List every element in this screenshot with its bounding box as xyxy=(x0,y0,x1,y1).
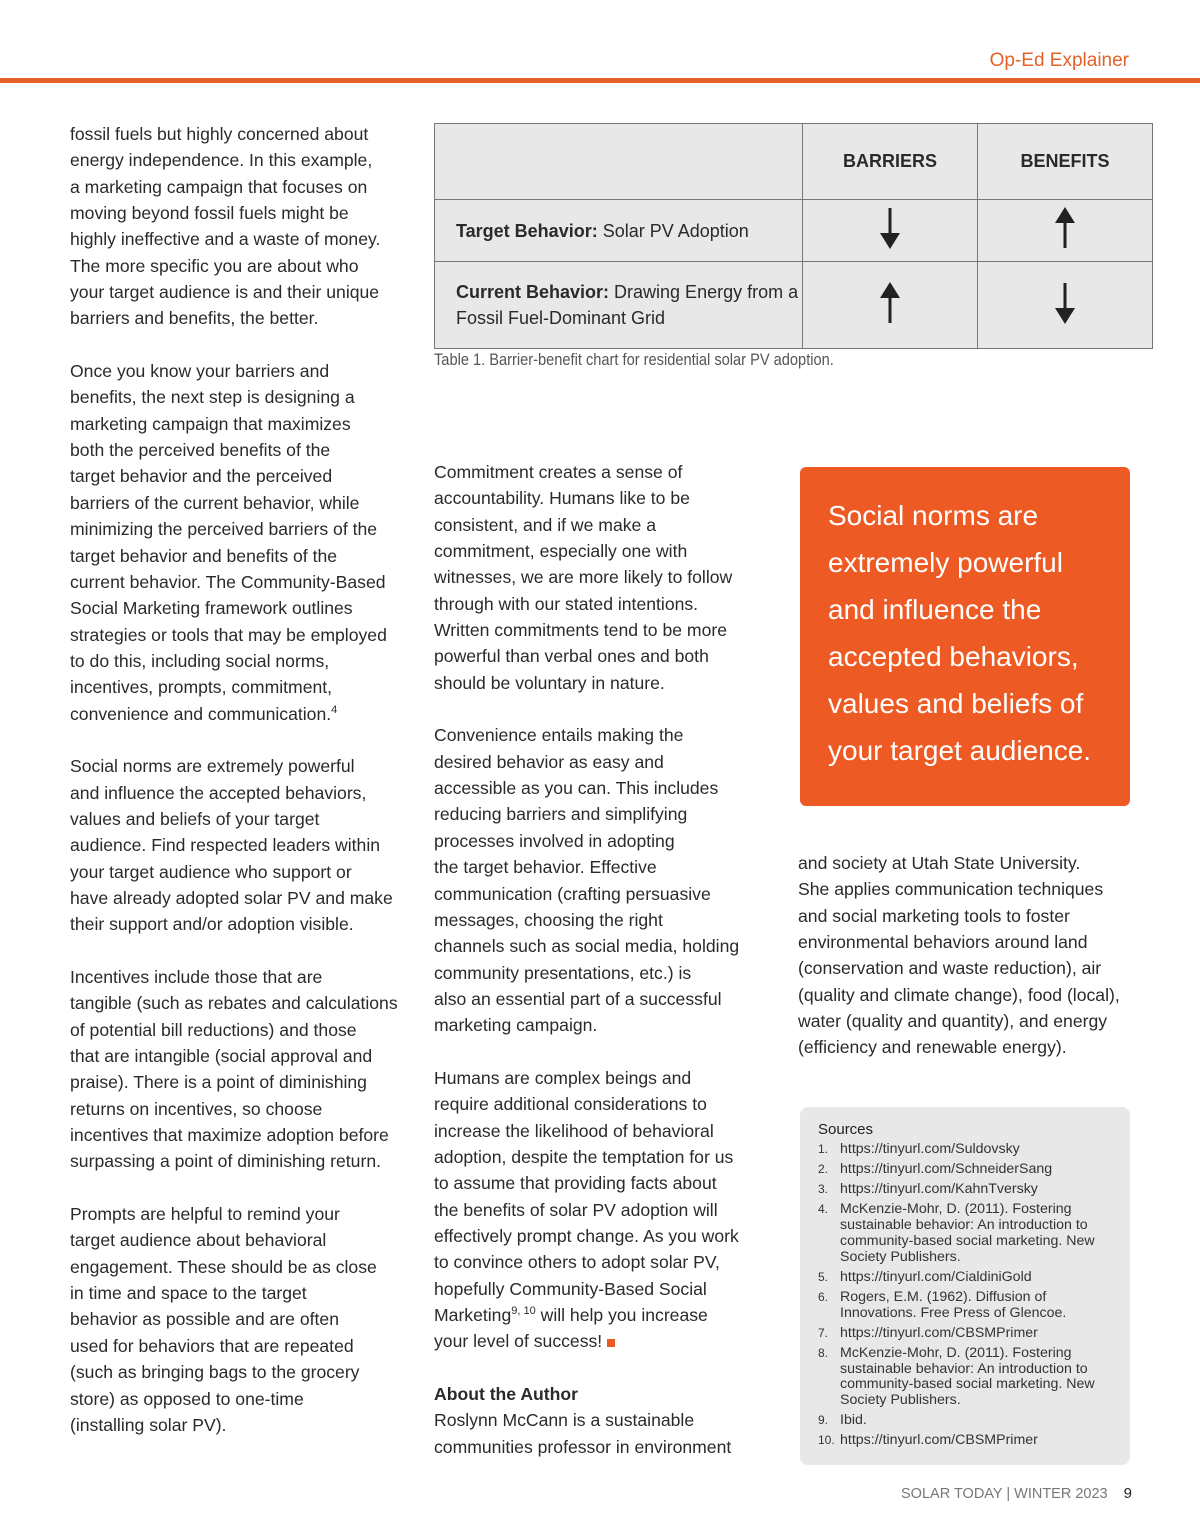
text-line: messages, choosing the right xyxy=(434,909,663,930)
sources-title: Sources xyxy=(818,1121,874,1138)
author-heading: About the Author xyxy=(434,1384,578,1405)
sources-list xyxy=(818,1142,1118,1454)
text-line: in time and space to the target xyxy=(70,1283,307,1304)
text-line: Humans are complex beings and xyxy=(434,1067,692,1088)
table-row xyxy=(435,262,1153,349)
pull-quote-line: your target audience. xyxy=(828,735,1092,766)
text-line: (such as bringing bags to the grocery xyxy=(70,1362,360,1383)
text-line: The more specific you are about who xyxy=(70,255,359,276)
section-label: Op-Ed Explainer xyxy=(989,50,1129,71)
text-line: your target audience is and their unique xyxy=(70,282,380,303)
text-line: water (quality and quantity), and energy xyxy=(798,1011,1108,1032)
publication-name: SOLAR TODAY xyxy=(901,1486,1003,1502)
source-text: https://tinyurl.com/CBSMPrimer xyxy=(840,1432,1038,1449)
text-line: strategies or tools that may be employed xyxy=(70,624,387,645)
source-text: McKenzie-Mohr, D. (2011). Fostering sustainable behavior: An introduction to community-based social marketing. New Society Publishers. xyxy=(840,1201,1095,1265)
pull-quote-line: Social norms are xyxy=(828,500,1039,531)
text-line: accessible as you can. This includes xyxy=(434,778,719,799)
text-line: communication (crafting persuasive xyxy=(434,883,711,904)
text-line: desired behavior as easy and xyxy=(434,751,664,772)
pull-quote-line: extremely powerful xyxy=(828,547,1063,578)
text-line: marketing campaign. xyxy=(434,1015,598,1036)
page-footer xyxy=(901,1485,1132,1502)
pull-quote-line: and influence the xyxy=(828,594,1042,625)
source-text: https://tinyurl.com/CialdiniGold xyxy=(840,1268,1032,1285)
text: Marketing xyxy=(434,1305,512,1325)
source-number: 8. xyxy=(818,1345,829,1360)
text-line: surpassing a point of diminishing return. xyxy=(70,1151,381,1172)
text-line: your target audience who support or xyxy=(70,861,352,882)
text-line: Written commitments tend to be more xyxy=(434,620,728,641)
source-number: 9. xyxy=(818,1413,829,1428)
row-label-bold: Target Behavior: xyxy=(456,220,598,241)
text-line: channels such as social media, holding xyxy=(434,936,740,957)
source-text: https://tinyurl.com/Suldovsky xyxy=(840,1141,1020,1157)
text-line: Incentives include those that are xyxy=(70,967,323,987)
arrow-down-icon xyxy=(878,206,902,250)
pull-quote-line: accepted behaviors, xyxy=(828,641,1079,672)
text-line: audience. Find respected leaders within xyxy=(70,835,381,856)
text-line: Social norms are extremely powerful xyxy=(70,756,355,777)
text-line: both the perceived benefits of the xyxy=(70,440,331,461)
paragraph xyxy=(434,1065,739,1355)
text-line: commitment, especially one with xyxy=(434,541,688,562)
source-item xyxy=(818,1162,1118,1178)
text-line: witnesses, we are more likely to follow xyxy=(434,567,733,588)
text-line: to assume that providing facts about xyxy=(434,1173,717,1194)
text-line: that are intangible (social approval and xyxy=(70,1046,373,1067)
text-line: have already adopted solar PV and make xyxy=(70,887,393,908)
barriers-arrow-icon xyxy=(803,200,978,262)
text-line: require additional considerations to xyxy=(434,1094,707,1115)
text-line: engagement. These should be as close xyxy=(70,1256,377,1277)
source-text: https://tinyurl.com/SchneiderSang xyxy=(840,1161,1053,1178)
text-line: Social Marketing framework outlines xyxy=(70,598,353,619)
text-line: a marketing campaign that focuses on xyxy=(70,176,368,197)
paragraph xyxy=(70,358,398,727)
source-text: https://tinyurl.com/CBSMPrimer xyxy=(840,1324,1038,1341)
text-line: barriers and benefits, the better. xyxy=(70,308,319,329)
text-line: increase the likelihood of behavioral xyxy=(434,1120,714,1141)
barrier-benefit-table xyxy=(434,123,1153,349)
row-label xyxy=(435,262,803,349)
text-line: target behavior and benefits of the xyxy=(70,545,338,566)
text-line: used for behaviors that are repeated xyxy=(70,1335,354,1356)
text-line: highly ineffective and a waste of money. xyxy=(70,229,381,250)
text-line: current behavior. The Community-Based xyxy=(70,571,386,592)
text-line: Commitment creates a sense of xyxy=(434,462,683,482)
text-line: (quality and climate change), food (local), xyxy=(798,984,1120,1005)
text-line: benefits, the next step is designing a xyxy=(70,387,355,408)
source-item xyxy=(818,1270,1118,1286)
text-line: praise). There is a point of diminishing xyxy=(70,1072,367,1093)
barriers-arrow-icon xyxy=(803,262,978,349)
text-line: tangible (such as rebates and calculations xyxy=(70,993,398,1014)
paragraph xyxy=(70,964,398,1175)
arrow-down-icon xyxy=(1053,281,1077,325)
about-author xyxy=(434,1381,739,1460)
text-line: minimizing the perceived barriers of the xyxy=(70,519,378,540)
text-line: of potential bill reductions) and those xyxy=(70,1019,357,1040)
text-line: (efficiency and renewable energy). xyxy=(798,1037,1067,1058)
text-line: Roslynn McCann is a sustainable xyxy=(434,1410,695,1431)
text-line: convenience and communication.$^4$ xyxy=(70,703,338,724)
paragraph xyxy=(798,850,1120,1061)
paragraph xyxy=(70,1201,398,1438)
source-number: 4. xyxy=(818,1202,829,1217)
text-line: should be voluntary in nature. xyxy=(434,672,665,693)
table-header-empty xyxy=(435,124,803,200)
text-line: She applies communication techniques xyxy=(798,879,1104,900)
text-line: values and beliefs of your target xyxy=(70,808,320,829)
source-text: https://tinyurl.com/KahnTversky xyxy=(840,1181,1038,1198)
text-line: communities professor in environment xyxy=(434,1436,732,1457)
text-line: the benefits of solar PV adoption will xyxy=(434,1199,718,1220)
text-line: moving beyond fossil fuels might be xyxy=(70,203,349,224)
text-line: to convince others to adopt solar PV, xyxy=(434,1252,720,1273)
footer-separator: | xyxy=(1006,1486,1011,1502)
arrow-up-icon xyxy=(1053,206,1077,250)
paragraph xyxy=(70,753,398,937)
arrow-up-icon xyxy=(878,281,902,325)
text-line xyxy=(434,1328,739,1354)
text-line: incentives, prompts, commitment, xyxy=(70,677,333,698)
text-line: incentives that maximize adoption before xyxy=(70,1125,389,1146)
text-line: adoption, despite the temptation for us xyxy=(434,1146,734,1167)
sources-box xyxy=(800,1107,1130,1465)
end-mark-icon xyxy=(607,1339,615,1347)
text-line: effectively prompt change. As you work xyxy=(434,1225,739,1246)
text-line: their support and/or adoption visible. xyxy=(70,914,354,935)
table-header-row xyxy=(435,124,1153,200)
source-number: 5. xyxy=(818,1269,829,1284)
text-line: environmental behaviors around land xyxy=(798,932,1088,953)
text-line: Convenience entails making the xyxy=(434,725,684,746)
source-number: 3. xyxy=(818,1182,829,1197)
text: will help you increase xyxy=(535,1305,708,1325)
source-item xyxy=(818,1142,1118,1158)
row-label-text: Solar PV Adoption xyxy=(597,220,749,241)
text-line: barriers of the current behavior, while xyxy=(70,492,360,513)
text-line: behavior as possible and are often xyxy=(70,1309,339,1330)
paragraph xyxy=(70,121,398,332)
source-text: Ibid. xyxy=(840,1412,867,1429)
paragraph xyxy=(434,722,739,1038)
text-line: Once you know your barriers and xyxy=(70,361,330,382)
source-number: 1. xyxy=(818,1142,829,1156)
table-header-barriers: BARRIERS xyxy=(803,124,978,200)
text-line: powerful than verbal ones and both xyxy=(434,646,709,667)
footnote-ref: 9, 10 xyxy=(511,1305,536,1318)
text-line: Prompts are helpful to remind your xyxy=(70,1204,340,1225)
text-line: consistent, and if we make a xyxy=(434,514,656,535)
text-line: accountability. Humans like to be xyxy=(434,488,690,509)
text-line: community presentations, etc.) is xyxy=(434,962,692,983)
benefits-arrow-icon xyxy=(978,262,1153,349)
source-number: 6. xyxy=(818,1289,829,1304)
text-line: reducing barriers and simplifying xyxy=(434,804,688,825)
benefits-arrow-icon xyxy=(978,200,1153,262)
source-number: 2. xyxy=(818,1162,829,1177)
header-rule xyxy=(0,78,1200,83)
text-line: through with our stated intentions. xyxy=(434,593,699,614)
text-line: (installing solar PV). xyxy=(70,1414,227,1435)
text-line: and social marketing tools to foster xyxy=(798,905,1070,926)
text-line: to do this, including social norms, xyxy=(70,650,330,671)
text-line xyxy=(434,1302,739,1328)
row-label-bold: Current Behavior: xyxy=(456,282,610,302)
left-column xyxy=(70,121,398,1465)
page-number: 9 xyxy=(1123,1485,1132,1502)
table-caption: Table 1. Barrier-benefit chart for residential solar PV adoption. xyxy=(434,350,834,369)
source-item xyxy=(818,1202,1118,1265)
source-text: McKenzie-Mohr, D. (2011). Fostering sustainable behavior: An introduction to community-based social marketing. New Society Publishers. xyxy=(840,1344,1095,1409)
source-item xyxy=(818,1326,1118,1342)
source-number: 7. xyxy=(818,1325,829,1340)
text-line: the target behavior. Effective xyxy=(434,857,657,878)
text-line: returns on incentives, so choose xyxy=(70,1098,323,1119)
text-line: processes involved in adopting xyxy=(434,830,675,851)
text-line: fossil fuels but highly concerned about xyxy=(70,124,369,144)
row-label-text: Drawing Energy from a Fossil Fuel-Dominant Grid xyxy=(456,282,799,328)
source-text: Rogers, E.M. (1962). Diffusion of Innovations. Free Press of Glencoe. xyxy=(840,1288,1067,1321)
text-line: target audience about behavioral xyxy=(70,1230,327,1251)
source-item xyxy=(818,1182,1118,1198)
text-line: target behavior and the perceived xyxy=(70,466,333,487)
text-line: store) as opposed to one-time xyxy=(70,1388,304,1409)
pull-quote-text xyxy=(828,492,1091,774)
pull-quote-line: values and beliefs of xyxy=(828,688,1084,719)
middle-column xyxy=(434,459,739,1486)
source-item xyxy=(818,1290,1118,1322)
text-line: hopefully Community-Based Social xyxy=(434,1278,707,1299)
source-item xyxy=(818,1413,1118,1429)
text-line: energy independence. In this example, xyxy=(70,150,373,171)
text-line: also an essential part of a successful xyxy=(434,988,722,1009)
right-column xyxy=(798,850,1120,1087)
source-item xyxy=(818,1346,1118,1409)
text-line: and society at Utah State University. xyxy=(798,853,1081,873)
text-line: and influence the accepted behaviors, xyxy=(70,782,367,803)
text-line: (conservation and waste reduction), air xyxy=(798,958,1102,979)
table-header-benefits: BENEFITS xyxy=(978,124,1153,200)
paragraph xyxy=(434,459,739,696)
text: your level of success! xyxy=(434,1331,603,1352)
pull-quote xyxy=(800,467,1130,806)
issue-label: WINTER 2023 xyxy=(1014,1486,1108,1502)
source-item xyxy=(818,1433,1118,1449)
source-number: 10. xyxy=(818,1433,835,1448)
row-label xyxy=(435,200,803,262)
table-row xyxy=(435,200,1153,262)
text-line: marketing campaign that maximizes xyxy=(70,413,351,434)
footnote-ref: 4 xyxy=(331,703,338,716)
